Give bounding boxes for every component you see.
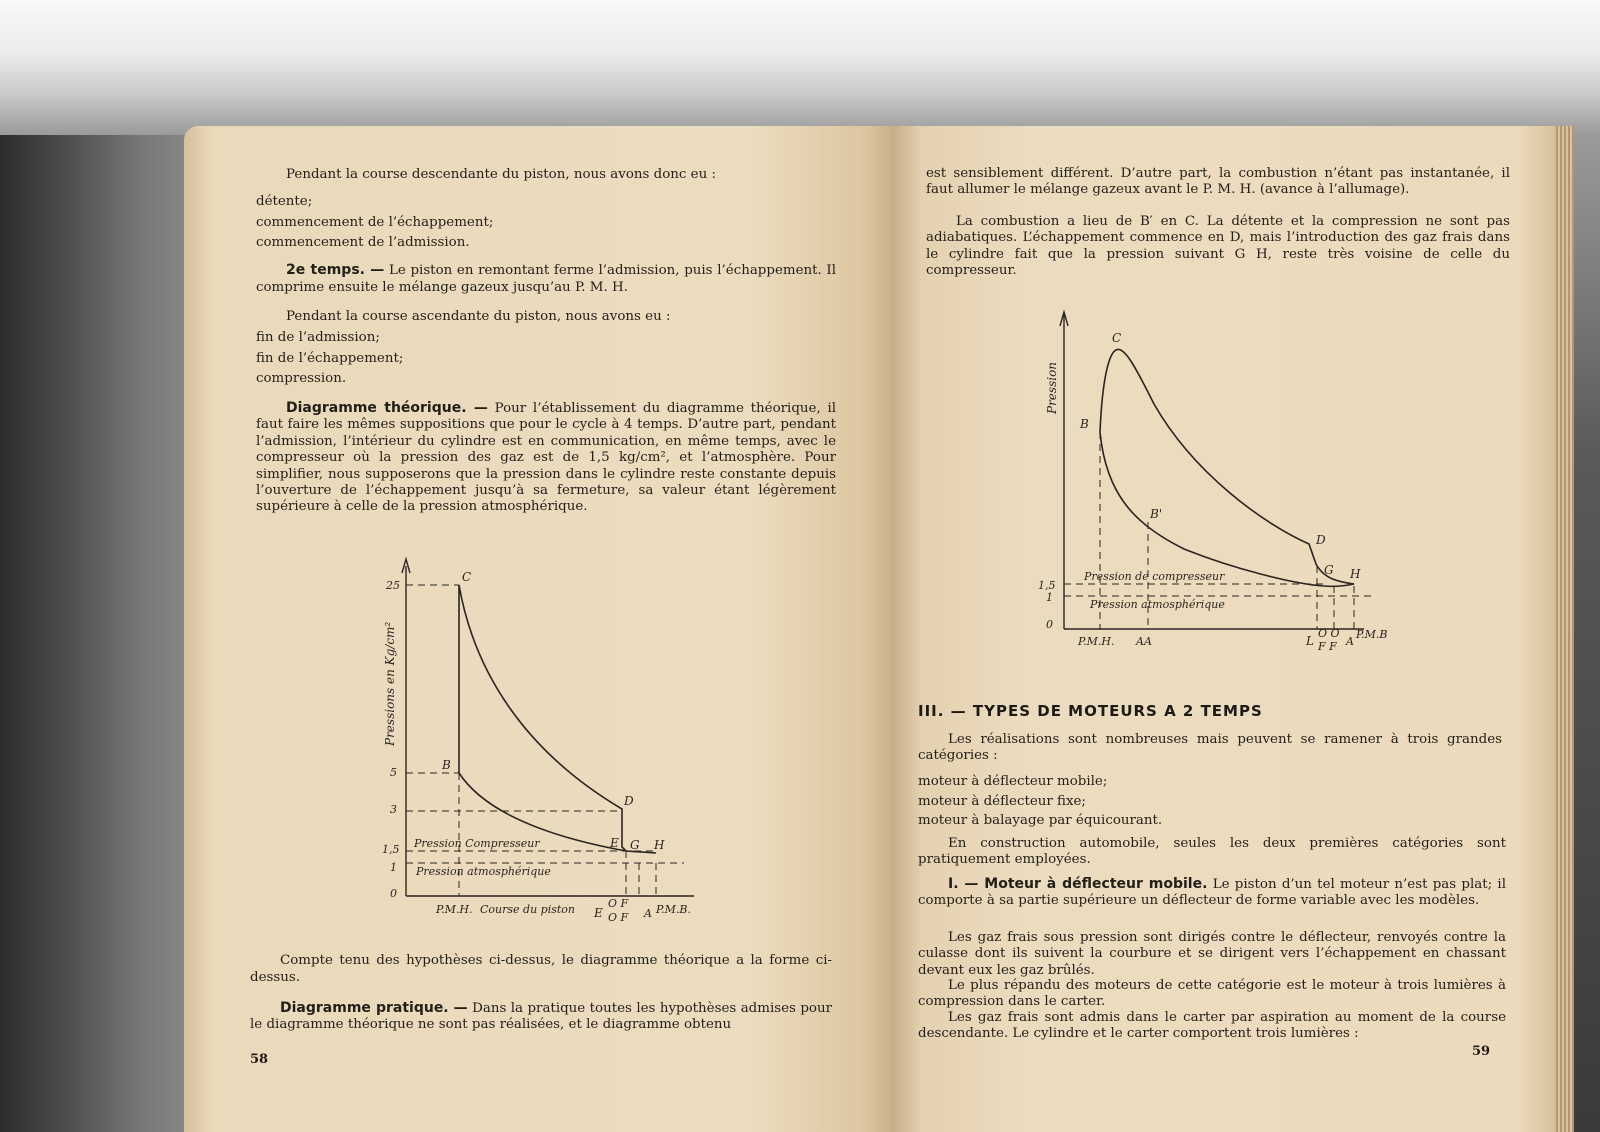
y-tick-1-5: 1,5: [382, 843, 400, 856]
line-atmos-label: Pression atmosphérique: [416, 865, 551, 878]
practical-diagram-figure: [1024, 304, 1394, 654]
point-d-label: D: [1316, 533, 1326, 547]
left-page: [184, 126, 894, 1132]
left-page-number: 58: [250, 1052, 269, 1067]
left-para-1: Pendant la course descendante du piston, nous avons donc eu :: [286, 167, 716, 182]
y-tick-1: 1: [1046, 591, 1053, 604]
right-para-1: est sensiblement différent. D’autre part, la combustion n’étant pas instantanée, il faut allumer le mélange gazeux avant le P. M. H. (avance à l’allumage).: [926, 166, 1510, 198]
point-c-label: C: [1112, 331, 1122, 345]
right-para-6: Le plus répandu des moteurs de cette catégorie est le moteur à trois lumières à compression dans le carter.: [918, 978, 1506, 1010]
point-g-label: G: [1324, 563, 1334, 577]
line-atmos-label: Pression atmosphérique: [1090, 598, 1225, 611]
y-tick-0: 0: [1046, 618, 1053, 631]
point-g-label: G: [630, 838, 640, 852]
x-a-label: A: [644, 907, 652, 920]
x-course-label: Course du piston: [480, 903, 575, 916]
x-pmb-label: P.M.B.: [656, 903, 692, 916]
right-para-2: La combustion a lieu de B′ en C. La détente et la compression ne sont pas adiabatiques. L’échappement commence en D, mais l’introduction des gaz frais dans le cylindre fait que la pression suivant G H, reste très voisine de celle du compresseur.: [926, 214, 1510, 279]
left-diagram-theorique-paragraph: [256, 400, 836, 516]
right-para-7: Les gaz frais sont admis dans le carter par aspiration au moment de la course descendante. Le cylindre et le carter comportent trois lumières :: [918, 1010, 1506, 1042]
left-list-2-item: compression.: [256, 371, 347, 386]
sub1-text: Le piston d’un tel moteur n’est pas plat; il comporte à sa partie supérieure un déflecteur de forme variable avec les modèles.: [918, 877, 1506, 909]
left-list-2: [256, 328, 836, 390]
left-list-2-item: fin de l’échappement;: [256, 350, 404, 366]
left-list-1-item: commencement de l’échappement;: [256, 214, 494, 230]
y-tick-5: 5: [390, 766, 397, 779]
right-page-number: 59: [1472, 1044, 1491, 1059]
theoretical-diagram-figure: [364, 551, 704, 931]
curve-cbd: [1100, 349, 1354, 584]
right-list-3: [918, 772, 1502, 831]
diagramme-pratique-text: Dans la pratique toutes les hypothèses admises pour le diagramme théorique ne sont pas réalisées, et le diagramme obtenu: [250, 1001, 832, 1033]
left-list-2-item: fin de l’admission;: [256, 330, 380, 345]
section-heading: III. — TYPES DE MOTEURS A 2 TEMPS: [918, 702, 1263, 720]
line-compresseur-label: Pression de compresseur: [1084, 570, 1225, 583]
page-edge: [1556, 126, 1574, 1132]
left-temps2-paragraph: [256, 262, 836, 296]
y-tick-1-5: 1,5: [1038, 579, 1056, 592]
left-diagram-pratique-paragraph: [250, 1000, 832, 1034]
x-pmb-label: P.M.B: [1356, 628, 1388, 641]
diagramme-pratique-title: Diagramme pratique. —: [280, 1000, 468, 1016]
right-list-3-item: moteur à déflecteur mobile;: [918, 774, 1108, 789]
point-e-label: E: [610, 836, 619, 850]
right-list-3-item: moteur à déflecteur fixe;: [918, 793, 1086, 809]
point-h-label: H: [654, 838, 665, 852]
right-para-3: Les réalisations sont nombreuses mais peuvent se ramener à trois grandes catégories :: [918, 732, 1502, 764]
y-axis-label: Pressions en Kg/cm²: [383, 621, 397, 746]
diagramme-theorique-title: Diagramme théorique. —: [286, 400, 488, 416]
left-after-diagram: Compte tenu des hypothèses ci-dessus, le diagramme théorique a la forme ci-dessus.: [250, 953, 832, 985]
right-sub1-paragraph: [918, 876, 1506, 910]
right-para-5: Les gaz frais sous pression sont dirigés contre le déflecteur, renvoyés contre la culasse dont ils suivent la courbure et se dirigent vers l’échappement en chassant devant eux les gaz brûlés.: [918, 930, 1506, 978]
diagramme-theorique-text: Pour l’établissement du diagramme théorique, il faut faire les mêmes suppositions que pour le cycle à 4 temps. D’autre part, pendant l’admission, l’intérieur du cylindre est en communication, en même temps, avec le compresseur où la pression des gaz est de 1,5 kg/cm², et l’atmosphère. Pour simplifier, nous supposerons que la pression dans le cylindre reste constante depuis l’ouverture de l’échappement jusqu’à sa fermeture, sa valeur étant légèrement supérieure à celle de la pression atmosphérique.: [256, 401, 837, 515]
right-para-4: En construction automobile, seules les deux premières catégories sont pratiquement employées.: [918, 836, 1506, 868]
point-b-label: B: [442, 758, 451, 772]
x-e-label: E: [594, 906, 603, 920]
y-tick-3: 3: [390, 803, 397, 816]
point-h-label: H: [1350, 567, 1361, 581]
point-b-label: B: [1080, 417, 1089, 431]
x-of-label: O O: [1318, 627, 1340, 640]
scan-background-top: [0, 0, 1600, 135]
y-tick-25: 25: [386, 579, 400, 592]
left-list-1-item: commencement de l’admission.: [256, 235, 470, 250]
left-list-1-item: détente;: [256, 194, 313, 209]
scan-background-left: [0, 0, 200, 1132]
open-book: [184, 126, 1574, 1132]
x-of2-label: O F: [608, 911, 629, 924]
y-axis-label: Pression: [1045, 361, 1059, 414]
right-page: [894, 126, 1574, 1132]
point-d-label: D: [624, 794, 634, 808]
left-para-2: Pendant la course ascendante du piston, nous avons eu :: [286, 309, 671, 324]
x-aa-label: AA: [1136, 635, 1152, 648]
point-c-label: C: [462, 570, 472, 584]
x-a-label: A: [1346, 635, 1354, 648]
sub1-title: I. — Moteur à déflecteur mobile.: [948, 876, 1208, 892]
x-l-label: L: [1306, 634, 1314, 648]
point-bprime-label: B': [1150, 507, 1163, 521]
right-list-3-item: moteur à balayage par équicourant.: [918, 813, 1163, 828]
x-of-label: O F: [608, 897, 629, 910]
line-compresseur-label: Pression Compresseur: [414, 837, 540, 850]
x-pmh-label: P.M.H.: [436, 903, 473, 916]
temps2-text: Le piston en remontant ferme l’admission, puis l’échappement. Il comprime ensuite le mélange gazeux jusqu’au P. M. H.: [256, 263, 837, 295]
temps2-title: 2e temps. —: [286, 262, 385, 278]
y-tick-0: 0: [390, 887, 397, 900]
x-ff-label: F F: [1318, 640, 1337, 653]
x-pmh-label: P.M.H.: [1078, 635, 1115, 648]
y-tick-1: 1: [390, 861, 397, 874]
left-list-1: [256, 192, 836, 254]
